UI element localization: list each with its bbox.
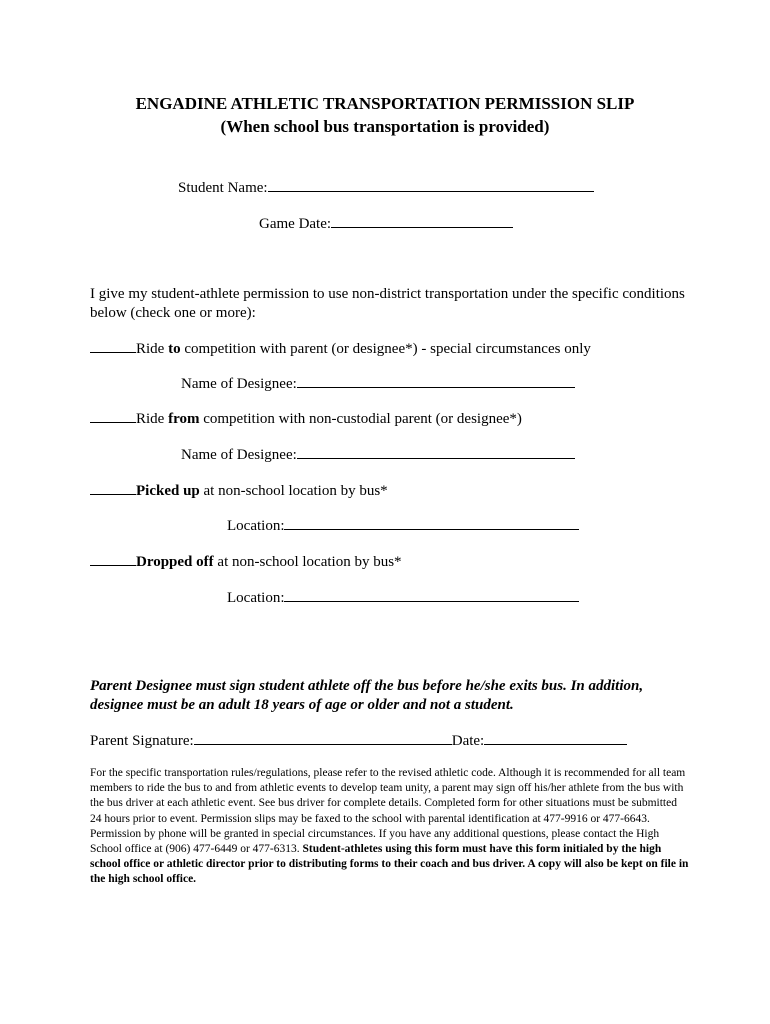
option-picked-up-checkline[interactable] bbox=[90, 481, 136, 495]
document-subtitle: (When school bus transportation is provided) bbox=[220, 117, 550, 136]
document-title: ENGADINE ATHLETIC TRANSPORTATION PERMISSION SLIP bbox=[135, 94, 635, 113]
option-dropped-off-checkline[interactable] bbox=[90, 552, 136, 566]
designee-row-1 bbox=[181, 374, 575, 393]
designee-field-2[interactable] bbox=[297, 445, 575, 459]
student-name-label: Student Name: bbox=[178, 180, 268, 196]
parent-signature-field[interactable] bbox=[194, 731, 452, 745]
student-name-row bbox=[178, 178, 594, 197]
option-suffix: at non-school location by bus* bbox=[213, 554, 402, 570]
option-prefix: Ride bbox=[136, 341, 169, 357]
designee-field-1[interactable] bbox=[297, 374, 575, 388]
option-bold: Picked up bbox=[136, 483, 200, 499]
location-row-1 bbox=[227, 516, 579, 535]
parent-signature-label: Parent Signature: bbox=[90, 733, 194, 749]
designee-label: Name of Designee: bbox=[181, 376, 297, 392]
option-ride-from-checkline[interactable] bbox=[90, 409, 136, 423]
designee-label: Name of Designee: bbox=[181, 447, 297, 463]
game-date-label: Game Date: bbox=[259, 216, 332, 232]
option-ride-to bbox=[90, 339, 591, 358]
designee-row-2 bbox=[181, 445, 575, 464]
designee-warning: Parent Designee must sign student athlete off the bus before he/she exits bus. In addition, designee must be an adult 18 years of age or older and not a student. bbox=[90, 678, 644, 713]
date-label: Date: bbox=[451, 733, 485, 749]
game-date-field[interactable] bbox=[331, 214, 513, 228]
option-suffix: competition with non-custodial parent (or designee*) bbox=[199, 411, 522, 427]
option-picked-up bbox=[90, 481, 388, 500]
location-label: Location: bbox=[227, 590, 285, 606]
option-bold: to bbox=[168, 341, 181, 357]
footer-text: For the specific transportation rules/regulations, please refer to the revised athletic code. Although it is recommended for all team members to ride the bus to and from athletic events to develop team unity, a parent may sign off his/her athlete from the bus with the bus driver at each athletic event. See bus driver for complete details. Completed form for other situations must be submitted 24 hours prior to event. Permission slips may be faxed to the school with parental identification at 477-9916 or 477-6643. Permission by phone will be granted in special circumstances. If you have any additional questions, please contact the High School office at (906) 477-6449 or 477-6313. bbox=[90, 767, 686, 856]
student-name-field[interactable] bbox=[268, 178, 594, 192]
signature-date-field[interactable] bbox=[484, 731, 627, 745]
signature-row bbox=[90, 731, 627, 750]
footer-notes bbox=[90, 766, 690, 888]
location-field-1[interactable] bbox=[284, 516, 579, 530]
option-ride-from bbox=[90, 409, 522, 428]
option-prefix: Ride bbox=[136, 411, 169, 427]
option-ride-to-checkline[interactable] bbox=[90, 339, 136, 353]
location-label: Location: bbox=[227, 518, 285, 534]
game-date-row bbox=[259, 214, 513, 233]
option-suffix: competition with parent (or designee*) - special circumstances only bbox=[180, 341, 591, 357]
option-dropped-off bbox=[90, 552, 402, 571]
location-row-2 bbox=[227, 588, 579, 607]
location-field-2[interactable] bbox=[284, 588, 579, 602]
intro-paragraph: I give my student-athlete permission to use non-district transportation under the specific conditions below (check one or more): bbox=[90, 286, 685, 321]
option-suffix: at non-school location by bus* bbox=[199, 483, 388, 499]
option-bold: Dropped off bbox=[136, 554, 214, 570]
footer-bold-text: Student-athletes using this form must have this form initialed by the high school office or athletic director prior to distributing forms to their coach and bus driver. A copy will also be kept on file in the high school office. bbox=[90, 843, 689, 886]
option-bold: from bbox=[168, 411, 200, 427]
